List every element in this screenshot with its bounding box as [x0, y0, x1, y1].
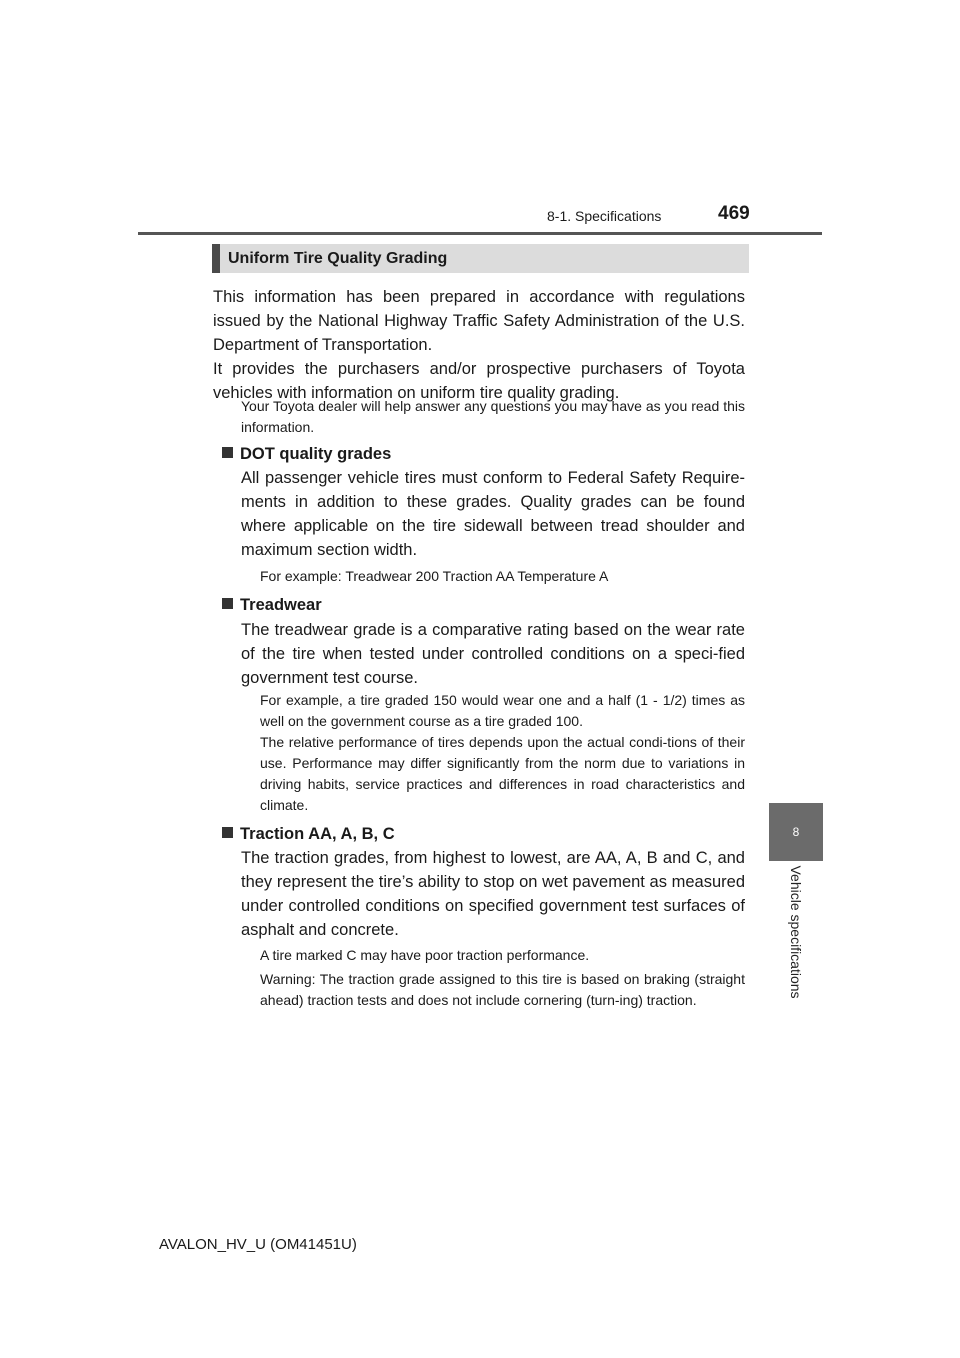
item-note: The relative performance of tires depends upon the actual condi-tions of their use. Performance may differ significantly from the norm due to variations in driving habits, service practices and differences in road characteristics and climate. — [260, 734, 745, 813]
item-notes-traction — [260, 945, 745, 1011]
page-number: 469 — [718, 203, 750, 224]
header-section-title: 8-1. Specifications — [547, 208, 662, 224]
item-heading-traction — [222, 822, 395, 846]
intro-paragraph: It provides the purchasers and/or prospective purchasers of Toyota vehicles with information on uniform tire quality grading. — [213, 360, 745, 402]
item-body-dot — [241, 466, 745, 562]
item-body-text: All passenger vehicle tires must conform to Federal Safety Require-ments in addition to these grades. Quality grades can be found where applicable on the tire sidewall between tread shoulder and maximum section width. — [241, 469, 745, 559]
intro-block — [213, 285, 745, 405]
item-notes-dot — [260, 566, 745, 587]
item-note: For example, a tire graded 150 would wear one and a half (1 - 1/2) times as well on the government course as a tire graded 100. — [260, 692, 745, 729]
item-body-text: The traction grades, from highest to lowest, are AA, A, B and C, and they represent the tire’s ability to stop on wet pavement as measured under controlled conditions on specified government test surfaces of asphalt and concrete. — [241, 849, 745, 939]
item-heading-text: Treadwear — [240, 596, 322, 614]
square-bullet-icon — [222, 598, 233, 609]
item-notes-treadwear — [260, 690, 745, 816]
item-heading-text: Traction AA, A, B, C — [240, 825, 395, 843]
item-heading-dot — [222, 442, 391, 466]
footer-model-code: AVALON_HV_U (OM41451U) — [159, 1236, 357, 1253]
item-body-traction — [241, 846, 745, 942]
item-heading-text: DOT quality grades — [240, 445, 392, 463]
intro-note: Your Toyota dealer will help answer any questions you may have as you read this information. — [241, 398, 745, 435]
item-note: For example: Treadwear 200 Traction AA Temperature A — [260, 568, 609, 584]
item-note: A tire marked C may have poor traction performance. — [260, 947, 590, 963]
intro-note-block — [241, 396, 745, 438]
chapter-tab: 8 — [769, 803, 823, 861]
item-body-text: The treadwear grade is a comparative rating based on the wear rate of the tire when tested under controlled conditions on a speci-fied government test course. — [241, 621, 745, 687]
square-bullet-icon — [222, 447, 233, 458]
item-heading-treadwear — [222, 593, 322, 617]
item-body-treadwear — [241, 618, 745, 690]
intro-paragraph: This information has been prepared in accordance with regulations issued by the National Highway Traffic Safety Administration of the U.S. Department of Transportation. — [213, 288, 745, 354]
chapter-label: Vehicle specifications — [788, 865, 804, 999]
header-divider — [138, 232, 822, 235]
square-bullet-icon — [222, 827, 233, 838]
item-note: Warning: The traction grade assigned to this tire is based on braking (straight ahead) traction tests and does not include cornering (turn-ing) traction. — [260, 971, 745, 1008]
section-heading: Uniform Tire Quality Grading — [212, 244, 749, 273]
